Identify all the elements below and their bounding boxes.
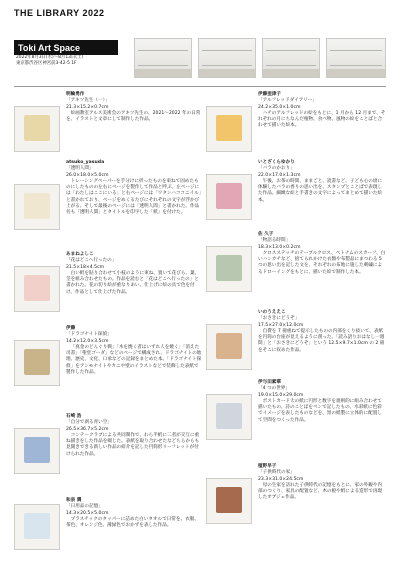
- artwork-image: [24, 349, 50, 375]
- work-size: 18.3×13.0×0.2cm: [258, 244, 301, 250]
- work-size: 14.2×12.0×3.5cm: [66, 338, 109, 344]
- work-size: 26.0×18.0×5.0cm: [66, 172, 109, 178]
- entry-text: [66, 414, 202, 458]
- venue-photo-1: [134, 38, 192, 78]
- artist-name: 伊与田素華: [258, 380, 281, 385]
- work-description: クロスステッチのテーブルクロス、ペトナムのスカーフ、白いハンカチなど、捨てられかけた衣類や布製品にまつわる 5 つの思い出を記した文を、それぞれの布地に施した刺繍によるドローイングをもとに、描いた絵で制作した本。: [258, 250, 386, 275]
- artist-name: 植野早子: [258, 464, 277, 469]
- work-size: 22.0×17.0×1.3cm: [258, 172, 301, 178]
- artwork-thumbnail: [14, 340, 60, 386]
- work-size: 24.2×35.0×1.0cm: [258, 104, 301, 110]
- work-description: ポストカード大の紙に円形と数字を規則的に組み合わせて描いたもの。詩のことばをペンで記したもの、水彩紙に色彩でイメージを表したものなどを、黒の紙製に立体的に配置して空間をつくった作品。: [258, 398, 382, 423]
- work-title: 「アルフレッドダイアリー」: [258, 98, 317, 104]
- artwork-image: [216, 333, 242, 359]
- entry-text: [66, 252, 202, 296]
- divider: [14, 86, 386, 87]
- work-description: ハチのアルフレッドの絵をもとに、1 月から 12 月まで、それぞれの月にちなんだ植物、食べ物、風物の絵をことばと合わせて描いた絵本。: [258, 110, 386, 129]
- artwork-image: [24, 437, 50, 463]
- entry-text: [258, 232, 386, 276]
- artist-name: 石崎 浩: [66, 414, 82, 419]
- entry-text: [258, 380, 386, 424]
- artist-name: 伊藤: [66, 326, 76, 331]
- artwork-image: [216, 487, 242, 513]
- artwork-thumbnail: [14, 106, 60, 152]
- work-size: 14.3×20.5×5.0cm: [66, 510, 109, 516]
- work-description: 白い紙を貼り合わせて小枝のように束ね、置いて花びら、葉、茎を組み合わせたもの。作品を読むと「花はどこへ行ったの」と書かれた。花の切り絵が重なりあい、仕上げに絵の具で色を付け、作品として仕上げた作品。: [66, 270, 200, 295]
- exhibition-name: Toki Art Space: [14, 41, 118, 55]
- artwork-thumbnail: [206, 174, 252, 220]
- artwork-image: [216, 183, 242, 209]
- artwork-image: [24, 193, 50, 219]
- work-title: 「アキツ先生（一）」: [66, 98, 110, 104]
- exhibition-dates: 2022年8月3日(水)〜8月13日(土): [16, 55, 84, 60]
- artwork-image: [24, 275, 50, 301]
- entry-text: [66, 160, 202, 217]
- exhibition-info: [14, 40, 118, 75]
- venue-photo-2: [198, 38, 256, 78]
- work-title: 「物語る時間」: [258, 238, 291, 244]
- artist-name: 佐 久子: [258, 232, 274, 237]
- work-title: 「透明人間」: [66, 166, 94, 172]
- work-description: プラスチックのタッパーに詰めた白いタオルで日常を、衣服、茶色、オレンジ色、薄緑色でおかずを表した作品。: [66, 516, 199, 529]
- entry-text: [258, 464, 386, 502]
- work-size: 21.5×18×4.5cm: [66, 264, 105, 270]
- entry-text: [66, 92, 202, 123]
- entry-text: [66, 498, 202, 529]
- artist-name: いのうええこ: [258, 310, 286, 315]
- work-description: 母の生家を訪れた子供時代の記憶をもとに、家の外観や内部のつくり、家具の配置など、木の板や紙による造形で再現したオブジェ作品。: [258, 482, 383, 501]
- artwork-image: [216, 403, 242, 429]
- artwork-thumbnail: [14, 428, 60, 474]
- artist-name: 明輪勇作: [66, 92, 85, 97]
- entry-text: [258, 160, 386, 204]
- artwork-image: [216, 115, 242, 141]
- artist-name: 和泉 潤: [66, 498, 82, 503]
- artist-name: あまねよしこ: [66, 252, 94, 257]
- artwork-thumbnail: [206, 106, 252, 152]
- artist-name: atsuko_yasuda: [66, 160, 105, 165]
- artwork-image: [24, 513, 50, 539]
- artwork-thumbnail: [206, 394, 252, 440]
- artwork-thumbnail: [206, 324, 252, 370]
- work-title: 「子供時代の家」: [258, 470, 295, 476]
- work-title: 「4 つの世界」: [258, 386, 290, 392]
- work-size: 17.5×27.0×12.0cm: [258, 322, 304, 328]
- exhibition-address: 東京都渋谷区神宮前3-42-5 1F: [16, 61, 77, 67]
- work-size: 23.3×31.0×24.5cm: [258, 476, 304, 482]
- entry-text: [258, 92, 386, 130]
- entry-text: [66, 326, 202, 376]
- artwork-image: [216, 255, 242, 281]
- entry-text: [258, 310, 386, 354]
- artwork-thumbnail: [14, 504, 60, 550]
- work-title: 「ドラゴナイト探偵」: [66, 332, 112, 338]
- work-size: 21.3×15.2×0.7cm: [66, 104, 109, 110]
- artwork-thumbnail: [14, 184, 60, 230]
- work-title: 「バラのかおり」: [258, 166, 295, 172]
- artist-name: いとざくらゆかり: [258, 160, 295, 165]
- work-description: 午後、お茶の時間、ままごと、読書など、子ども心の頃に体験したバラの香りの思い出を、スタンプとことばで表現した作品。細緻な絵と手書きの文字によってまとめて描いた絵本。: [258, 178, 383, 203]
- work-title: 「自分で剥る青い空」: [66, 420, 112, 426]
- artwork-thumbnail: [206, 478, 252, 524]
- work-title: 「日用品の記憶」: [66, 504, 103, 510]
- work-size: 19.0×15.0×29.0cm: [258, 392, 304, 398]
- venue-photo-3: [262, 38, 320, 78]
- work-description: トレーシングペーパーを手分けに折ったものを束ねて固めたものにしたものの左右にページを製作して作品と呼ぶ。左ページには「わたしはここにいる」と右ページには「ワタシハココニイル」と書かれており、ページをめくるたびにそれぞれの文字が浮かび上がる。そして最後のページには「透明人間」と書かれた。作品名も「透明人間」とタイトルを印字した「紙」を付けた。: [66, 178, 202, 216]
- artist-name: 伊藤亜津子: [258, 92, 281, 97]
- work-title: 「おさきにどうぞ」: [258, 316, 300, 322]
- artwork-thumbnail: [206, 246, 252, 292]
- work-size: 26.5×36.7×5.2cm: [66, 426, 109, 432]
- work-description: コンテークラブによる共同制作で、わら半紙に二者が交互に重ね描きをした作品を綴じた。表紙を取り合わせたなどちらからも見開きできる新しい作品の紹介を記した円筒形リーフレットが付けられた作品。: [66, 432, 200, 457]
- work-description: 絵画教室アルス美術会のアキツ先生の、2021〜2022 年の日常を、イラストと文章にして制作した作品。: [66, 110, 201, 123]
- work-description: 「真金のどんぐり戦」「木を焼く者はいずれ人を焼く」「消えた司書」「聖堂ゴーダ」などのページで構成され、ドラゴナイトの地理、歴史、文化、口承などの記録をまとめた本。「ドラゴナイト探偵」をアンモナイトやカニや壁のイラストなどで装飾した表紙で製作した作品。: [66, 344, 202, 376]
- work-title: 「花はどこへ行ったの」: [66, 258, 117, 264]
- artwork-image: [24, 115, 50, 141]
- work-description: 自費を 7 冊重ねて提示したものの内部をくり抜いて、表紙を円筒の台座が見えるように削った。「読み語りおはなし一週間」と「おさきにどうぞ」という 12.5×9.7×1.0cm の 2 冊をそこに収めた作品。: [258, 328, 385, 353]
- page-header: THE LIBRARY 2022: [14, 8, 105, 18]
- venue-photo-4: [326, 38, 386, 78]
- artwork-thumbnail: [14, 266, 60, 312]
